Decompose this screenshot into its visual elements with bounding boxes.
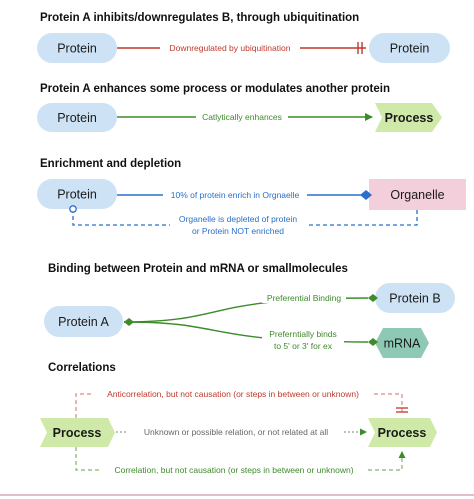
section-1-heading: Protein A inhibits/downregulates B, through ubiquitination (40, 12, 360, 24)
s3-depletion-circle (70, 206, 76, 212)
s3-return-label-2: or Protein NOT enriched (192, 226, 284, 236)
s3-return-label-1: Organelle is depleted of protein (178, 214, 298, 224)
s1-source-label: Protein (57, 41, 97, 56)
s2-source-label: Protein (57, 111, 97, 125)
s4-source-diamond (124, 318, 134, 326)
s5-target-label: Process (377, 426, 427, 440)
s4-edge-label-2b: to 5' or 3' for ex (273, 341, 333, 351)
s4-edge-label-2a: Preferntially binds (269, 329, 337, 339)
s3-source-label: Protein (57, 187, 97, 202)
s4-target-1-label: Protein B (389, 291, 441, 306)
s5-bottom-label: Correlation, but not causation (or steps in between or unknown) (114, 465, 354, 475)
s4-source-label: Protein A (58, 315, 109, 329)
section-5-heading: Correlations (48, 362, 116, 374)
s5-top-label: Anticorrelation, but not causation (or steps in between or unknown) (107, 389, 359, 399)
s2-edge-label: Catlytically enhances (202, 112, 282, 122)
s1-edge-label: Downregulated by ubiquitination (169, 43, 291, 53)
section-3-heading: Enrichment and depletion (40, 158, 182, 170)
s1-target-label: Protein (389, 41, 430, 56)
s3-edge-label: 10% of protein enrich in Orgnaelle (170, 190, 300, 200)
s4-target-2-label: mRNA (383, 336, 421, 351)
section-4-heading: Binding between Protein and mRNA or smallmolecules (48, 263, 348, 275)
section-2-heading: Protein A enhances some process or modulates another protein (40, 83, 390, 95)
s2-target-label: Process (384, 111, 434, 125)
s5-source-label: Process (52, 426, 102, 440)
s3-target-label: Organelle (390, 188, 445, 202)
s4-edge-label-1: Preferential Binding (266, 293, 342, 303)
s5-middle-label: Unknown or possible relation, or not related at all (143, 427, 329, 437)
